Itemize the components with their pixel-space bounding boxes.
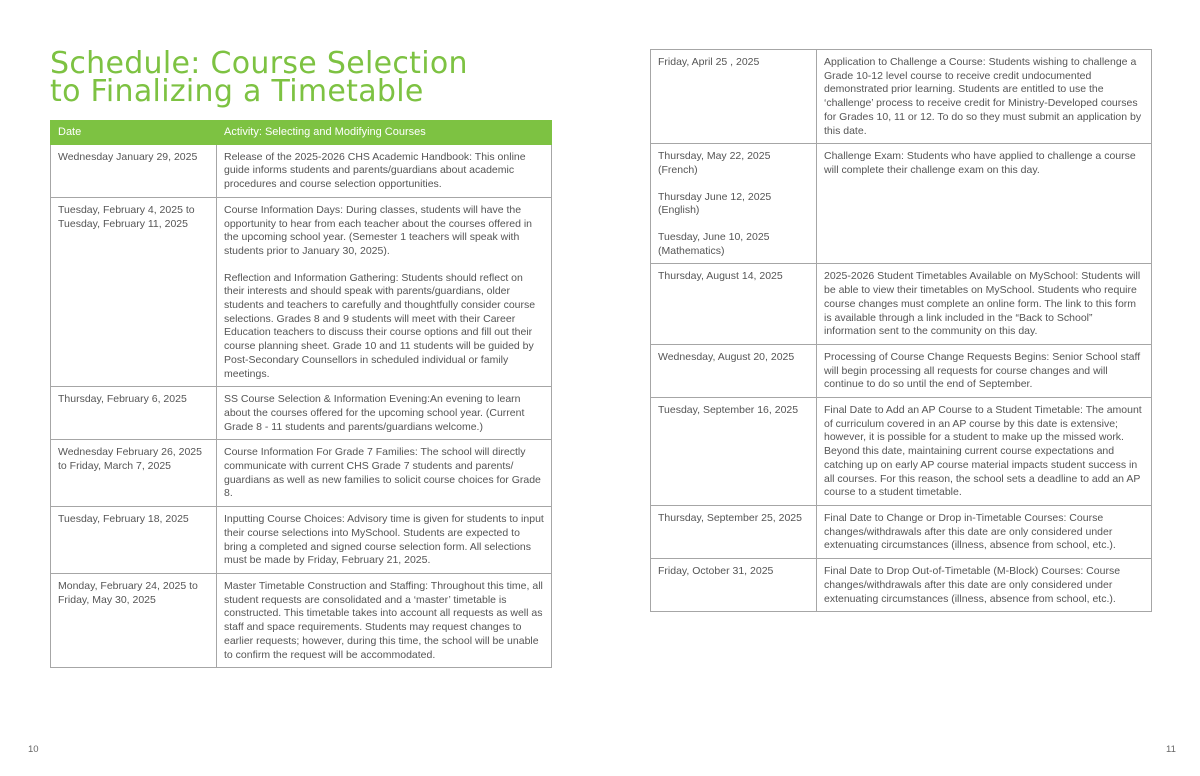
- date-text: Thursday, September 25, 2025: [658, 511, 802, 524]
- activity-cell: [817, 559, 1152, 612]
- date-text: Thursday, May 22, 2025 (French): [658, 150, 771, 176]
- activity-text: Course Information Days: During classes, students will have the opportunity to hear from each teacher about the courses offered in the upcoming school year. (Semester 1 teachers will speak with students prior to January 30, 2025).: [224, 203, 532, 257]
- date-cell: [651, 505, 817, 558]
- date-text: Friday, April 25 , 2025: [658, 56, 760, 68]
- activity-cell: [817, 144, 1152, 264]
- activity-text: Final Date to Drop Out-of-Timetable (M-Block) Courses: Course changes/withdrawals after this date are only considered under extenuating circumstances (illness, absence from school, etc.).: [824, 565, 1121, 605]
- date-cell: [51, 573, 217, 667]
- date-text: Tuesday, June 10, 2025 (Mathematics): [658, 231, 770, 257]
- date-text: Wednesday February 26, 2025 to Friday, March 7, 2025: [58, 446, 202, 473]
- date-text: Thursday, August 14, 2025: [658, 270, 783, 283]
- date-cell: [651, 144, 817, 264]
- page-number-left: 10: [28, 744, 39, 755]
- activity-text: SS Course Selection & Information Evening:An evening to learn about the courses offered for the upcoming school year. (Current Grade 8 - 11 students and parents/guardians welcome.): [224, 393, 525, 433]
- date-text: Friday, October 31, 2025: [658, 565, 774, 578]
- activity-text: Release of the 2025-2026 CHS Academic Handbook: This online guide informs students and parents/guardians about academic procedures and course selection opportunities.: [224, 150, 526, 191]
- date-text: Tuesday, February 18, 2025: [58, 513, 189, 526]
- date-cell: [651, 559, 817, 612]
- activity-text: Master Timetable Construction and Staffing: Throughout this time, all student requests are consolidated and a ‘master’ timetable is constructed. This timetable takes into account all requests as well as staff and space requirements. Students may request changes to earlier requests; however, during this time, the school will be unable to confirm the request will be accommodated.: [224, 579, 543, 661]
- activity-cell: [217, 440, 552, 507]
- activity-cell: [817, 398, 1152, 506]
- schedule-table-left: [50, 120, 552, 668]
- date-text: Tuesday, September 16, 2025: [658, 404, 799, 417]
- table-row: [651, 398, 1152, 506]
- table-row: [51, 197, 552, 386]
- table-header-row: [51, 121, 552, 145]
- date-text: Wednesday January 29, 2025: [58, 150, 198, 163]
- activity-cell: [817, 505, 1152, 558]
- schedule-table-left-body: [51, 144, 552, 668]
- activity-cell: [217, 387, 552, 440]
- schedule-table-right-body: [651, 50, 1152, 612]
- activity-text: Processing of Course Change Requests Begins: Senior School staff will begin processing all requests for course changes and will continue to do so until the end of September.: [824, 350, 1141, 391]
- activity-text: 2025-2026 Student Timetables Available on MySchool: Students will be able to view their timetables on MySchool. Students who require course changes must complete an online form. The link to this form is available through a link included in the “Back to School” information sent to the community on this day.: [824, 270, 1141, 338]
- date-cell: [51, 387, 217, 440]
- date-text: Thursday June 12, 2025 (English): [658, 190, 772, 217]
- table-row: [651, 264, 1152, 345]
- table-row: [651, 505, 1152, 558]
- activity-text: Final Date to Change or Drop in-Timetable Courses: Course changes/withdrawals after this date are only considered under extenuating circumstances (illness, absence from school, etc.).: [824, 511, 1116, 552]
- table-row: [51, 507, 552, 574]
- activity-text: Course Information For Grade 7 Families: The school will directly communicate with current CHS Grade 7 students and parents/ guardians as well as new families to solicit course choices for Grade 8.: [224, 446, 541, 500]
- date-cell: [51, 197, 217, 386]
- table-row: [51, 387, 552, 440]
- table-row: [651, 559, 1152, 612]
- page-number-right: 11: [1166, 744, 1176, 755]
- table-row: [51, 144, 552, 197]
- date-cell: [51, 440, 217, 507]
- table-row: [51, 440, 552, 507]
- table-row: [51, 573, 552, 667]
- table-row: [651, 144, 1152, 264]
- date-cell: [651, 344, 817, 397]
- date-text: Thursday, February 6, 2025: [58, 393, 187, 406]
- date-cell: [51, 144, 217, 197]
- activity-column-header: Activity: Selecting and Modifying Courses: [217, 121, 552, 145]
- activity-cell: [217, 197, 552, 386]
- table-row: [651, 50, 1152, 144]
- activity-cell: [217, 144, 552, 197]
- activity-cell: [217, 573, 552, 667]
- title-line-2: to Finalizing a Timetable: [50, 74, 424, 109]
- title-line-1: Schedule: Course Selection: [50, 46, 468, 81]
- activity-cell: [817, 50, 1152, 144]
- activity-text: Final Date to Add an AP Course to a Student Timetable: The amount of curriculum covered in an AP course by this date is extensive; however, it is possible for a student to make up the missed work. Beyond this date, maintaining current course expectations and catching up on early AP course material impacts student success in all courses. For this reason, the school sets a deadline to add an AP course to a student timetable.: [824, 404, 1142, 499]
- date-text: Wednesday, August 20, 2025: [658, 350, 795, 363]
- right-page: [650, 49, 1151, 612]
- activity-text: Challenge Exam: Students who have applied to challenge a course will complete their challenge exam on this day.: [824, 150, 1136, 176]
- activity-cell: [217, 507, 552, 574]
- date-cell: [651, 50, 817, 144]
- schedule-table-right: [650, 49, 1152, 612]
- date-text: Monday, February 24, 2025 to Friday, May 30, 2025: [58, 579, 198, 606]
- table-row: [651, 344, 1152, 397]
- activity-text: Reflection and Information Gathering: Students should reflect on their interests and should speak with parents/guardians, older students and teachers to carefully and thoughtfully consider course selections. Grades 8 and 9 students will meet with their Career Education teachers to discuss their course options and fill out their course planning sheet. Grade 10 and 11 students will be guided by Post-Secondary Counsellors in scheduled individual or family meetings.: [224, 271, 536, 380]
- date-cell: [651, 264, 817, 345]
- activity-text: Inputting Course Choices: Advisory time is given for students to input their course selections into MySchool. Students are expected to bring a completed and signed course selection form. All selections must be made by Friday, February 21, 2025.: [224, 513, 544, 567]
- page-title: [50, 46, 551, 109]
- left-page: [50, 46, 551, 668]
- activity-cell: [817, 264, 1152, 345]
- date-cell: [651, 398, 817, 506]
- date-text: Tuesday, February 4, 2025 to Tuesday, February 11, 2025: [58, 203, 195, 230]
- activity-text: Application to Challenge a Course: Students wishing to challenge a Grade 10-12 level course to receive credit undocumented demonstrated prior learning. Students are entitled to use the ‘challenge’ process to receive credit for Ministry-Developed courses for Grades 10, 11 or 12. To do so they must submit an application by this date.: [824, 56, 1142, 137]
- date-cell: [51, 507, 217, 574]
- activity-cell: [817, 344, 1152, 397]
- date-column-header: Date: [51, 121, 217, 145]
